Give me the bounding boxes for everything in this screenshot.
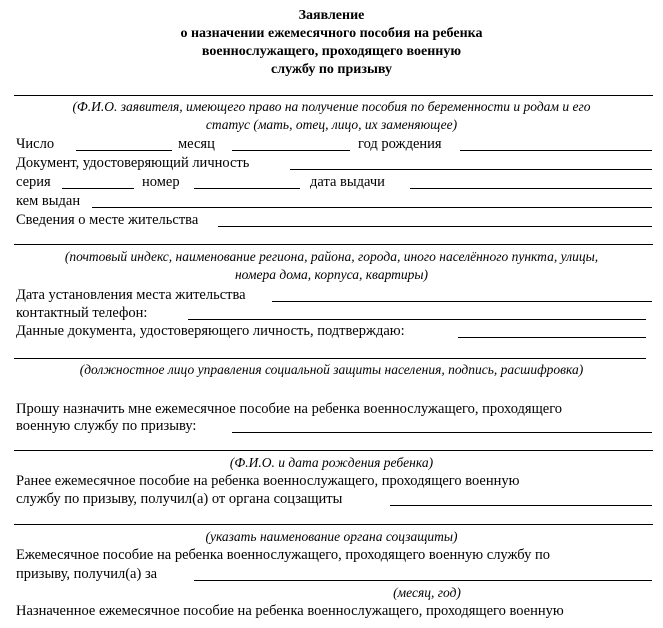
period-hint: (месяц, год) <box>393 585 461 600</box>
month-field[interactable] <box>232 150 350 151</box>
agency-field-continued[interactable] <box>14 524 653 525</box>
birth-year-label: год рождения <box>358 136 442 152</box>
issued-by-label: кем выдан <box>16 193 81 209</box>
form-title-line-2: о назначении ежемесячного пособия на ребенка <box>180 26 483 41</box>
id-document-label: Документ, удостоверяющий личность <box>16 155 250 171</box>
series-label: серия <box>16 174 51 190</box>
child-name-field[interactable] <box>232 432 652 433</box>
applicant-hint-2: статус (мать, отец, лицо, их заменяющее) <box>205 117 458 132</box>
received-text-1: Ежемесячное пособие на ребенка военнослужащего, проходящего военную службу по <box>16 547 551 563</box>
previous-text-2: службу по призыву, получил(а) от органа соцзащиты <box>16 491 343 507</box>
phone-label: контактный телефон: <box>16 305 148 321</box>
previous-text-1: Ранее ежемесячное пособие на ребенка военнослужащего, проходящего военную <box>16 473 520 489</box>
child-hint: (Ф.И.О. и дата рождения ребенка) <box>229 455 434 470</box>
issue-date-field[interactable] <box>410 188 652 189</box>
issue-date-label: дата выдачи <box>310 174 385 190</box>
residence-date-field[interactable] <box>272 301 652 302</box>
residence-label: Сведения о месте жительства <box>16 212 199 228</box>
day-field[interactable] <box>76 150 172 151</box>
request-text-1: Прошу назначить мне ежемесячное пособие на ребенка военнослужащего, проходящего <box>16 401 563 417</box>
agency-field[interactable] <box>390 505 652 506</box>
applicant-hint-1: (Ф.И.О. заявителя, имеющего право на получение пособия по беременности и родам и его <box>72 99 591 114</box>
id-document-field[interactable] <box>290 169 652 170</box>
form-title-line-4: службу по призыву <box>271 62 392 77</box>
number-label: номер <box>142 174 180 190</box>
series-field[interactable] <box>62 188 134 189</box>
child-name-field-continued[interactable] <box>14 450 653 451</box>
confirm-label: Данные документа, удостоверяющего личность, подтверждаю: <box>16 323 405 339</box>
address-hint-2: номера дома, корпуса, квартиры) <box>234 267 429 282</box>
number-field[interactable] <box>194 188 300 189</box>
official-signature-field[interactable] <box>14 358 646 359</box>
address-hint-1: (почтовый индекс, наименование региона, района, города, иного населённого пункта, улицы, <box>64 249 599 264</box>
agency-hint: (указать наименование органа соцзащиты) <box>205 529 458 544</box>
period-field[interactable] <box>194 580 652 581</box>
official-hint: (должностное лицо управления социальной защиты населения, подпись, расшифровка) <box>79 362 584 377</box>
birth-year-field[interactable] <box>460 150 652 151</box>
applicant-name-field[interactable] <box>14 95 653 96</box>
residence-date-label: Дата установления места жительства <box>16 287 246 303</box>
form-title-line-3: военнослужащего, проходящего военную <box>201 44 462 59</box>
month-label: месяц <box>178 136 215 152</box>
received-text-2: призыву, получил(а) за <box>16 566 158 582</box>
assigned-text-1: Назначенное ежемесячное пособие на ребенка военнослужащего, проходящего военную <box>16 603 564 619</box>
residence-field[interactable] <box>218 226 652 227</box>
request-text-2: военную службу по призыву: <box>16 418 197 434</box>
issued-by-field[interactable] <box>92 207 652 208</box>
confirm-field[interactable] <box>458 337 646 338</box>
form-title: Заявление <box>298 8 365 23</box>
residence-field-continued[interactable] <box>14 244 653 245</box>
day-label: Число <box>16 136 55 152</box>
phone-field[interactable] <box>188 319 646 320</box>
